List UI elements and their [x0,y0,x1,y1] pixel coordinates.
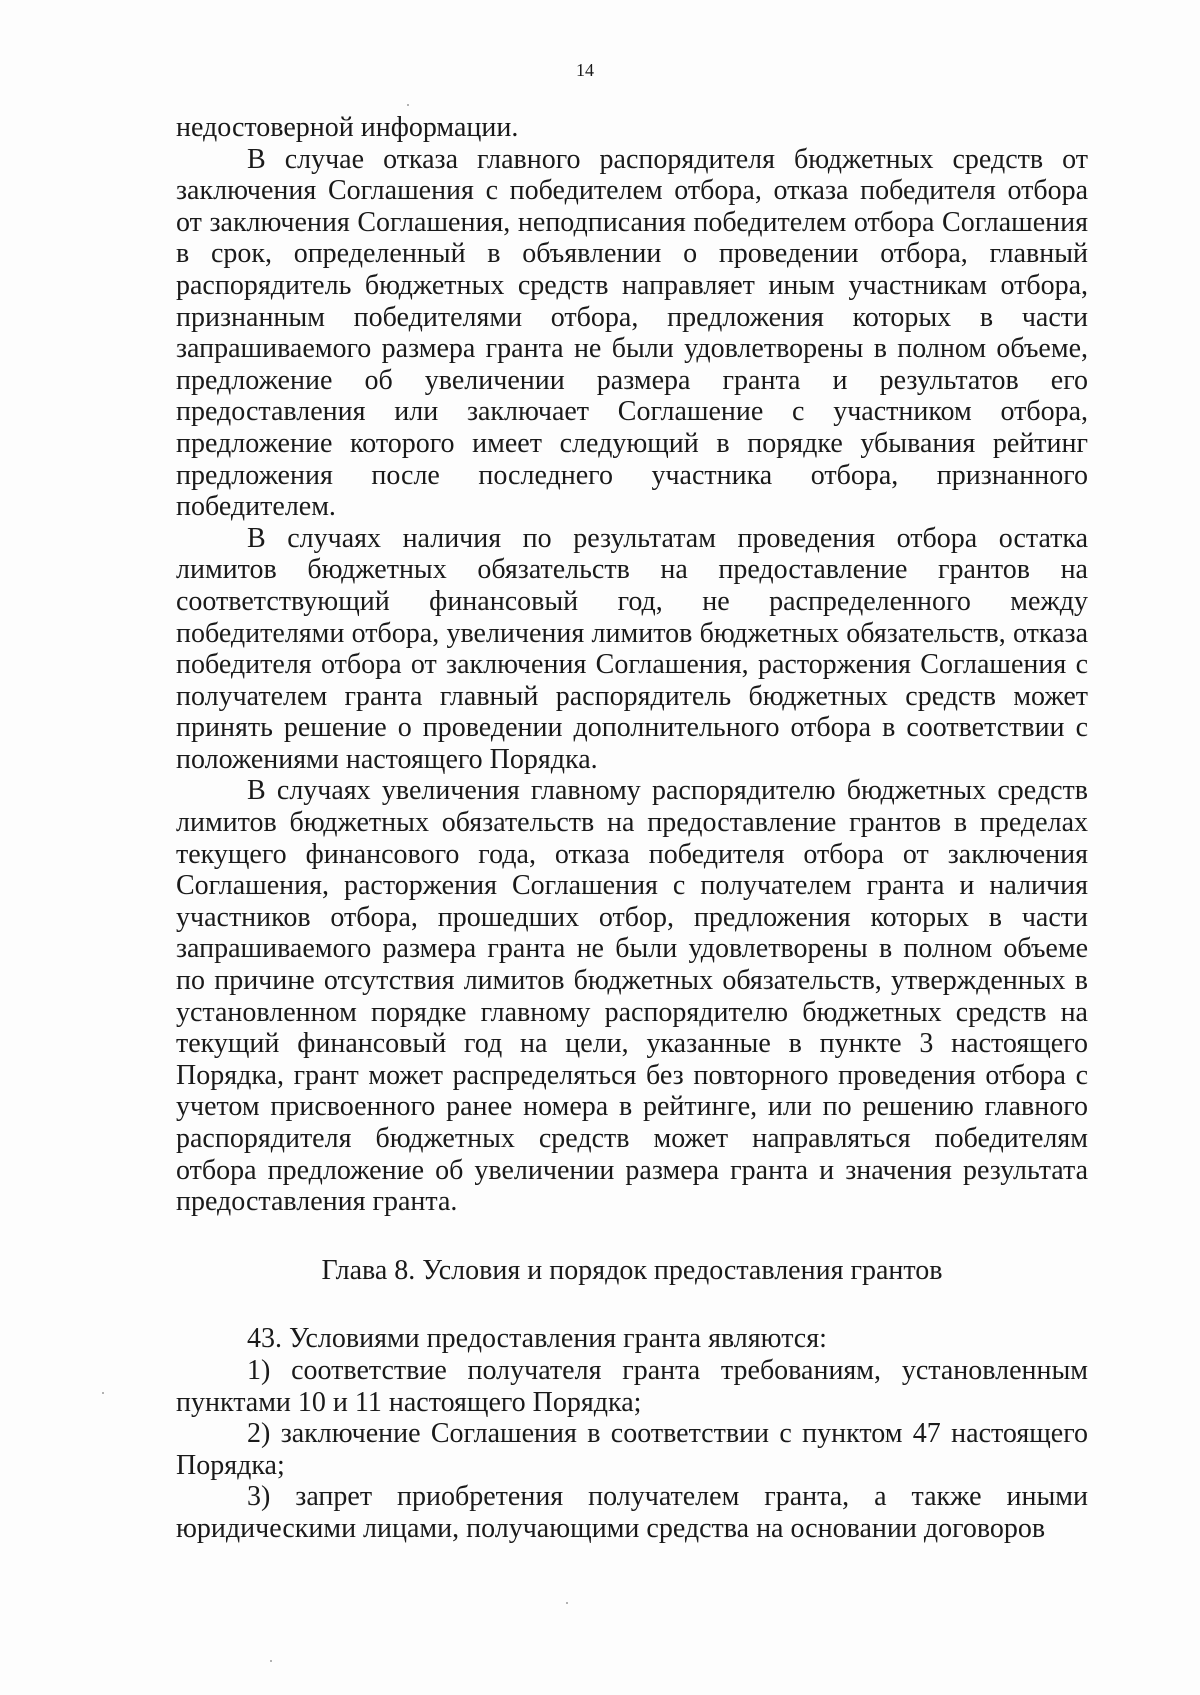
document-body [176,112,1088,1545]
list-item-condition-1: 1) соответствие получателя гранта требованиям, установленным пунктами 10 и 11 настоящего Порядка; [176,1354,1088,1418]
scan-speck [566,1602,568,1604]
page-number: 14 [576,60,594,80]
scan-speck [407,104,409,106]
paragraph-continuation: недостоверной информации. [176,112,519,143]
paragraph-refusal-of-agreement: В случае отказа главного распорядителя бюджетных средств от заключения Соглашения с победителем отбора, отказа победителя отбора от заключения Соглашения, неподписания победителем отбора Соглашения в срок, определенный в объявлении о проведении отбора, главный распорядитель бюджетных средств направляет иным участникам отбора, признанным победителями отбора, предложения которых в части запрашиваемого размера гранта не были удовлетворены в полном объеме, предложение об увеличении размера гранта и результатов его предоставления или заключает Соглашение с участником отбора, предложение которого имеет следующий в порядке убывания рейтинг предложения после последнего участника отбора, признанного победителем. [176,143,1088,523]
scan-speck [102,1392,104,1394]
list-item-condition-2: 2) заключение Соглашения в соответствии с пунктом 47 настоящего Порядка; [176,1418,1088,1481]
paragraph-additional-selection: В случаях наличия по результатам проведения отбора остатка лимитов бюджетных обязательств на предоставление грантов на соответствующий финансовый год, не распределенного между победителями отбора, увеличения лимитов бюджетных обязательств, отказа победителя отбора от заключения Соглашения, расторжения Соглашения с получателем гранта главный распорядитель бюджетных средств может принять решение о проведении дополнительного отбора в соответствии с положениями настоящего Порядка. [176,522,1088,775]
scan-speck [270,1660,272,1662]
list-item-condition-3: 3) запрет приобретения получателем гранта, а также иными юридическими лицами, получающими средства на основании договоров [176,1481,1088,1544]
paragraph-clause-43: 43. Условиями предоставления гранта являются: [247,1323,827,1355]
paragraph-limits-increase: В случаях увеличения главному распорядителю бюджетных средств лимитов бюджетных обязательств на предоставление грантов в пределах текущего финансового года, отказа победителя отбора от заключения Соглашения, расторжения Соглашения с получателем гранта и наличия участников отбора, прошедших отбор, предложения которых в части запрашиваемого размера гранта не были удовлетворены в полном объеме по причине отсутствия лимитов бюджетных обязательств, утвержденных в установленном порядке главному распорядителю бюджетных средств на текущий финансовый год на цели, указанные в пункте 3 настоящего Порядка, грант может распределяться без повторного проведения отбора с учетом присвоенного ранее номера в рейтинге, или по решению главного распорядителя бюджетных средств может направляться победителям отбора предложение об увеличении размера гранта и значения результата предоставления гранта. [176,775,1088,1218]
chapter-title: Глава 8. Условия и порядок предоставления грантов [321,1254,943,1286]
